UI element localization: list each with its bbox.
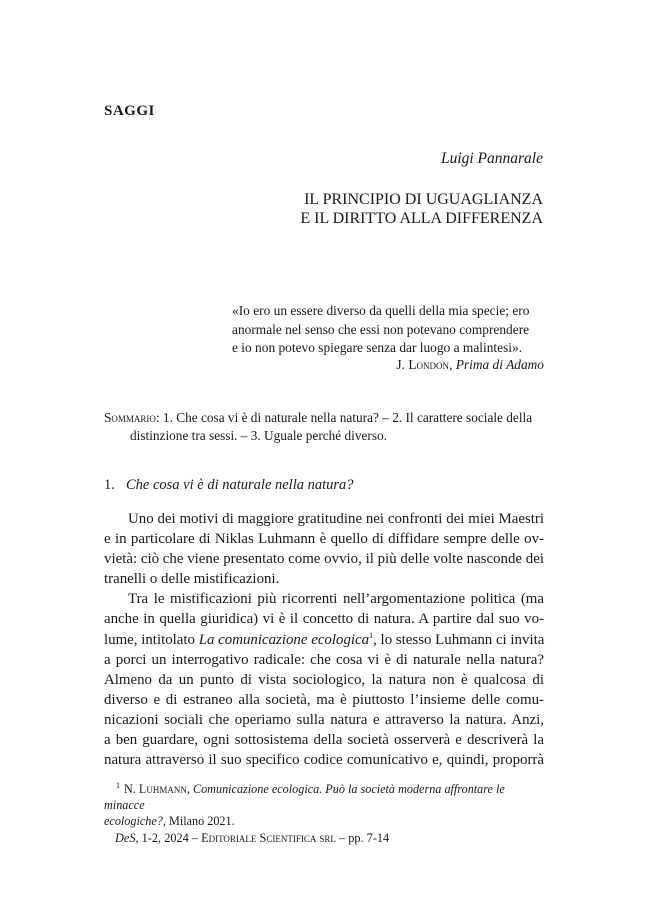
footnote-line-1: [104, 778, 544, 813]
journal-name: DeS: [115, 831, 136, 845]
epigraph-source-initial: J.: [396, 357, 409, 372]
summary-line-1: : 1. Che cosa vi è di naturale nella natura? – 2. Il carattere sociale della: [155, 410, 533, 425]
body-line: Tra le mistificazioni più ricorrenti nell’argomentazione politica (ma: [128, 591, 544, 608]
journal-issue: , 1-2, 2024 –: [135, 831, 202, 845]
page-range: – pp. 7-14: [335, 831, 390, 845]
footnote-line-2: [104, 813, 544, 829]
epigraph-source: [396, 357, 544, 373]
epigraph-source-author: London: [408, 357, 450, 372]
body-line: Almeno da un punto di vista sociologico, la natura non è qualcosa di: [104, 671, 544, 688]
body-line: [104, 630, 544, 650]
body-text-fragment: lume, intitolato: [104, 631, 199, 648]
section-label: SAGGI: [104, 103, 155, 119]
epigraph-line: anormale nel senso che essi non potevano comprendere: [232, 321, 530, 337]
publisher-name: Editoriale Scientifica srl: [201, 831, 336, 845]
body-line: a porci un interrogativo radicale: che cosa vi è di naturale nella natura?: [104, 651, 544, 668]
body-line: vietà: ciò che viene presentato come ovvio, il più delle volte nasconde dei: [104, 551, 544, 568]
body-line: anche in quella giuridica) vi è il concetto di natura. A partire dal suo vo-: [104, 611, 544, 628]
footnote-publication: , Milano 2021.: [162, 814, 235, 829]
article-title: [300, 190, 543, 228]
footnote-author-initial: N.: [124, 782, 139, 797]
summary-line-2: distinzione tra sessi. – 3. Uguale perché diverso.: [130, 428, 388, 443]
body-text-fragment: , lo stesso Luhmann ci invita: [373, 631, 545, 648]
body-line: a ben guardare, ogni sottosistema della società osserverà e descriverà la: [104, 732, 544, 749]
article-author: Luigi Pannarale: [440, 150, 543, 167]
footnote-title-cont: ecologiche?: [104, 814, 163, 829]
body-text: [104, 509, 544, 770]
footnote: [104, 778, 544, 829]
section-heading: [104, 477, 354, 494]
title-line-1: IL PRINCIPIO DI UGUAGLIANZA: [304, 191, 543, 208]
body-line: diverso e di estraneo alla società, ma è piuttosto l’insieme delle comu-: [104, 691, 544, 708]
summary-label: Sommario: [104, 410, 156, 425]
epigraph: [232, 302, 544, 358]
epigraph-line: «Io ero un essere diverso da quelli della mia specie; ero: [232, 303, 530, 318]
section-title: Che cosa vi è di naturale nella natura?: [126, 477, 354, 493]
body-line: Uno dei motivi di maggiore gratitudine nei confronti dei miei Maestri: [128, 511, 544, 527]
body-line: e in particolare di Niklas Luhmann è quello di diffidare sempre delle ov-: [104, 531, 544, 548]
footnote-sep: ,: [186, 782, 193, 797]
summary: [104, 409, 544, 445]
epigraph-source-work: Prima di Adamo: [455, 357, 544, 372]
footnote-number: 1: [116, 781, 120, 790]
footnote-author: Luhmann: [138, 782, 187, 797]
title-line-2: E IL DIRITTO ALLA DIFFERENZA: [300, 210, 543, 227]
epigraph-line: e io non potevo spiegare senza dar luogo a malintesi».: [232, 340, 523, 355]
cited-book-title: La comunicazione ecologica: [198, 631, 370, 648]
page-footer: [115, 831, 389, 846]
footnote-title: Comunicazione ecologica. Può la società moderna affrontare le minacce: [104, 782, 505, 813]
body-line: nicazioni sociali che operiamo sulla natura e attraverso la natura. Anzi,: [104, 711, 544, 728]
epigraph-source-sep: ,: [449, 357, 456, 372]
body-line: tranelli o delle mistificazioni.: [104, 571, 280, 588]
footnote-reference[interactable]: 1: [369, 630, 374, 640]
section-number: 1.: [104, 477, 115, 493]
body-line: natura attraverso il suo specifico codice comunicativo e, quindi, proporrà: [104, 752, 544, 769]
